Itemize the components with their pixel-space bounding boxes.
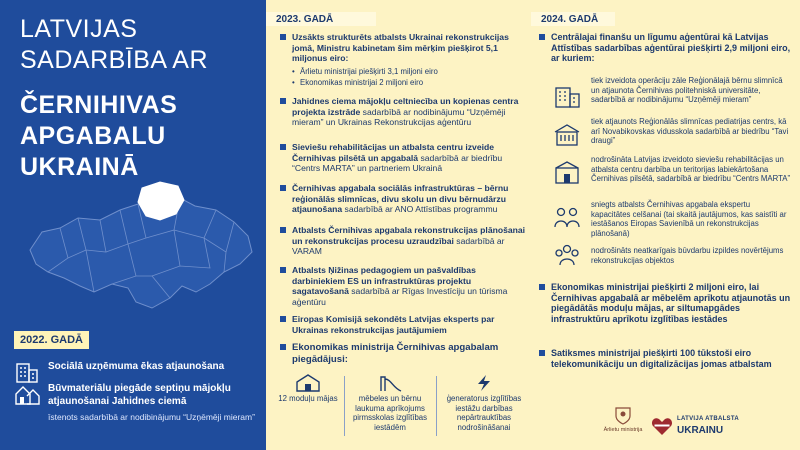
ukraine-outline <box>30 198 252 308</box>
cfla-item: nodrošināta Latvijas izveidoto sieviešu rehabilitācijas un atbalsta centru darbība un teritorijas labiekārtošana Černihivas pilsētā, sadarbībā ar biedrību “Centrs MARTA” <box>591 155 791 184</box>
cfla-item: nodrošināts neatkarīgais būvdarbu izpildes novērtējums rekonstrukcijas objektos <box>591 246 784 265</box>
bullet-text: sadarbībā ar nodibinājumu “Uzņēmēji mieram” un Ukrainas Rekonstrukcijas aģentūru <box>292 106 506 128</box>
sub-bullet: • Ārlietu ministrijai piešķirti 3,1 miljoni eiro <box>300 67 520 77</box>
cfla-item: tiek atjaunots Reģionālās slimnīcas pediatrijas centrs, kā arī Novabikovskas vidusskola sadarbībā ar biedrību “Tavi draugi” <box>591 117 789 146</box>
cfla-item: tiek izveidota operāciju zāle Reģionālajā bērnu slimnīcā un atjaunota Černihivas politehniskā universitāte, sadarbībā ar nodibinājumu “Uzņēmēji mieram” <box>591 76 783 105</box>
bullet-jahidne-housing <box>280 96 526 128</box>
bullet-ministry-deliveries <box>280 342 526 365</box>
bullet-social-infrastructure <box>280 183 526 215</box>
bullet-nizhyn-teachers <box>280 265 526 307</box>
hospital-building-icon <box>553 84 581 108</box>
title-line: SADARBĪBA AR <box>20 46 209 74</box>
title-line: ČERNIHIVAS <box>20 91 178 119</box>
kpi-furniture <box>350 374 430 432</box>
kpi-text: mēbeles un bērnu laukuma aprīkojums pirmsskolas izglītības iestādēm <box>352 394 428 432</box>
mfa-logo <box>603 405 643 433</box>
logo-line-1: LATVIJA ATBALSTA <box>677 416 740 422</box>
bullet-cfla-funding <box>539 32 795 64</box>
bullet-women-rehab <box>280 142 526 174</box>
bullet-reconstruction-planning <box>280 225 526 257</box>
bullet-text: Ekonomikas ministrija Černihivas apgabalam piegādājusi: <box>292 342 499 365</box>
item-text: Sociālā uzņēmuma ēkas atjaunošana <box>48 361 225 372</box>
bullet-ec-expert <box>280 314 526 335</box>
bullet-economics-ministry <box>539 282 795 324</box>
bullet-text: Satiksmes ministrijai piešķirti 100 tūkstoši eiro telekomunikāciju un digitalizācijas jomas atbalstam <box>551 348 772 369</box>
people-icon <box>553 243 581 267</box>
sub-bullet: • Ekonomikas ministrijai 2 miljoni eiro <box>300 78 520 88</box>
bullet-text: sadarbībā ar Rīgas Investīciju un tūrisma aģentūru <box>292 286 508 307</box>
bullet-square-icon <box>280 267 286 273</box>
bullet-transport-ministry <box>539 348 795 369</box>
experts-group-icon <box>553 205 581 229</box>
cfla-item: sniegts atbalsts Černihivas apgabala ekspertu kapacitātes celšanai (tai skaitā jautājumos, kas saistīti ar iestāšanos Eiropas Savienībā un rekonstrukcijas plānošanā) <box>591 200 787 238</box>
bullet-square-icon <box>539 350 545 356</box>
bullet-text: Eiropas Komisijā sekondēts Latvijas eksperts par Ukrainas rekonstrukcijas jautājumiem <box>292 314 495 335</box>
bullet-square-icon <box>280 144 286 150</box>
bullet-square-icon <box>280 344 286 350</box>
bullet-text: Ekonomikas ministrijai piešķirti 2 miljoni eiro, lai Černihivas apgabalā ar mēbelēm aprīkotu atjaunotās un piegādātās moduļu mājas, ar siltumapgādes infrastruktūru aprīkotu izglītības iestādes <box>551 282 791 324</box>
bullet-text: sadarbībā ar ANO Attīstības programmu <box>342 204 498 215</box>
year-2022-label: 2022. GADĀ <box>14 331 89 349</box>
kpi-modular-houses <box>278 374 338 404</box>
coat-of-arms-icon <box>612 405 634 425</box>
support-centre-icon <box>553 160 581 184</box>
title-bold <box>20 90 177 183</box>
kpi-divider <box>344 376 345 436</box>
building-icon <box>14 360 40 384</box>
year-2023-label: 2023. GADĀ <box>266 12 376 26</box>
bullet-bold-text: Atbalsts Černihivas apgabala rekonstrukcijas plānošanai un rekonstrukcijas procesu uzraudzībai <box>292 225 526 246</box>
title-line: LATVIJAS <box>20 15 138 43</box>
year-2024-label: 2024. GADĀ <box>531 12 615 26</box>
bullet-square-icon <box>280 98 286 104</box>
latvia-supports-ukraine-logo <box>651 413 771 439</box>
school-building-icon <box>553 122 581 146</box>
bullet-structured-support <box>280 32 526 64</box>
lightning-icon <box>471 374 497 392</box>
ukraine-map <box>20 180 256 320</box>
title-line: APGABALU <box>20 122 166 150</box>
bullet-square-icon <box>539 284 545 290</box>
bullet-square-icon <box>539 34 545 40</box>
mfa-logo-text: Ārlietu ministrija <box>603 427 643 433</box>
kpi-text: 12 moduļu mājas <box>278 394 338 403</box>
kpi-text: ģeneratorus izglītības iestāžu darbības nepārtrauktības nodrošināšanai <box>446 394 522 432</box>
bullet-bold-text: Černihivas apgabala sociālās infrastruktūras – bērnu reģionālās slimnīcas, divu skolu un divu bērnudārzu atjaunošana <box>292 183 509 215</box>
bullet-square-icon <box>280 34 286 40</box>
item-note: īstenots sadarbībā ar nodibinājumu “Uzņēmēji mieram” <box>48 412 255 422</box>
item-text: Būvmateriālu piegāde septiņu mājokļu atjaunošanai Jahidnes ciemā <box>48 383 231 407</box>
modular-house-icon <box>295 374 321 392</box>
bullet-bold-text: Atbalsts Ņižinas pedagogiem un pašvaldības darbiniekiem ES un infrastruktūras projektu sagatavošanā <box>292 265 476 297</box>
flag-heart-icon <box>651 415 673 437</box>
bullet-square-icon <box>280 227 286 233</box>
bullet-bold-text: Jahidnes ciema mājokļu celtniecība un kopienas centra projekta izstrāde <box>292 96 519 117</box>
title-line: UKRAINĀ <box>20 153 139 181</box>
bullet-text: sadarbībā ar biedrību “Centrs MARTA” un partneriem Ukrainā <box>292 152 503 174</box>
bullet-text: Uzsākts strukturēts atbalsts Ukrainai rekonstrukcijas jomā, Ministru kabinetam šim mērķim piešķirot 5,1 miljonus eiro: <box>292 32 509 64</box>
bullet-text: sadarbībā ar VARAM <box>292 235 505 257</box>
logo-line-2: UKRAINU <box>677 425 724 436</box>
bullet-square-icon <box>280 185 286 191</box>
bullet-square-icon <box>280 316 286 322</box>
column-2023 <box>266 0 531 450</box>
kpi-divider <box>436 376 437 436</box>
bullet-text: Centrālajai finanšu un līgumu aģentūrai kā Latvijas Attīstības sadarbības aģentūrai piešķirti 2,9 miljoni eiro, ar kuriem: <box>551 32 791 64</box>
left-panel <box>0 0 266 450</box>
playground-slide-icon <box>377 374 403 392</box>
houses-icon <box>14 382 40 406</box>
column-2024 <box>531 0 800 450</box>
title-light <box>20 14 208 76</box>
kpi-generators <box>442 374 526 432</box>
bullet-bold-text: Sieviešu rehabilitācijas un atbalsta centru izveide Černihivas pilsētā un apgabalā <box>292 142 495 163</box>
